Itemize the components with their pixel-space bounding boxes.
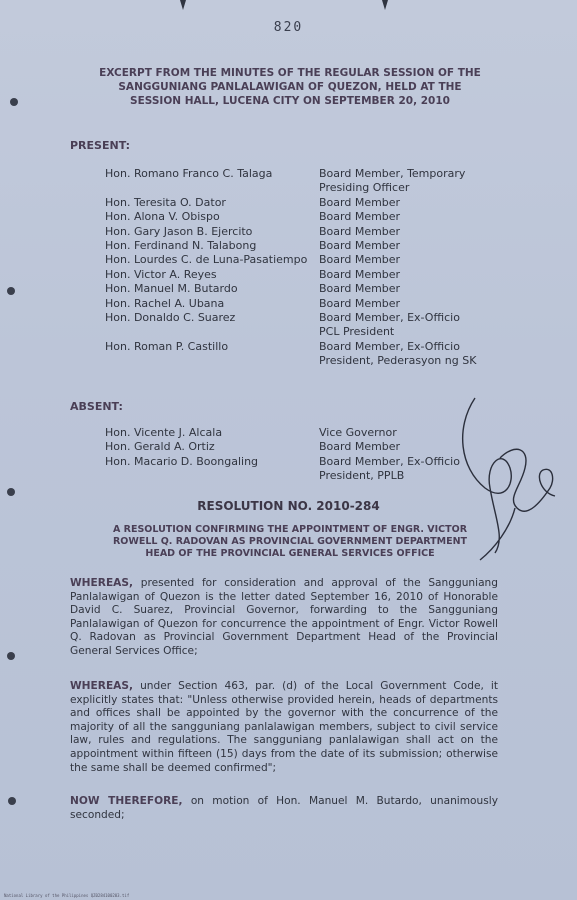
header-line: SESSION HALL, LUCENA CITY ON SEPTEMBER 20, 2010 (130, 95, 450, 107)
member-name: Hon. Victor A. Reyes (105, 267, 217, 281)
paragraph-lead: NOW THEREFORE, (70, 795, 183, 807)
member-name: Hon. Teresita O. Dator (105, 195, 226, 209)
punch-hole (7, 287, 15, 295)
member-name: Hon. Lourdes C. de Luna-Pasatiempo (105, 253, 308, 267)
paragraph-text: presented for consideration and approval of the Sangguniang Panlalawigan of Quezon is the letter dated September 16, 2010 of Honorable David C. Suarez, Provincial Governor, forwarding to the Sangguniang Panlalawigan of Quezon for concurrence the appointment of Engr. Victor Rowell Q. Radovan as Provincial Government Department Head of the Provincial General Services Office; (70, 577, 498, 657)
document-header (60, 66, 520, 108)
member-position: Board Member (319, 296, 401, 310)
page-number: 820 (273, 20, 304, 35)
member-position: President, PPLB (319, 469, 405, 483)
member-name: Hon. Rachel A. Ubana (105, 296, 225, 310)
member-name: Hon. Ferdinand N. Talabong (105, 239, 257, 252)
member-name: Hon. Roman P. Castillo (105, 339, 229, 353)
resolution-title (80, 524, 500, 560)
scan-footer: National Library of the Philippines QZ0284100203.tif (4, 893, 130, 898)
member-position: Board Member, Ex-Officio (319, 454, 460, 468)
resolution-title-line: ROWELL Q. RADOVAN AS PROVINCIAL GOVERNMENT DEPARTMENT (112, 536, 468, 547)
member-position: Board Member (319, 195, 401, 209)
member-name: Hon. Manuel M. Butardo (105, 282, 238, 296)
member-name: Hon. Macario D. Boongaling (105, 454, 259, 468)
paragraph-lead: WHEREAS, (70, 680, 134, 692)
whereas-paragraph-2 (70, 680, 498, 775)
member-position: PCL President (319, 325, 395, 339)
member-name: Hon. Alona V. Obispo (105, 210, 220, 224)
member-position: Board Member (319, 440, 401, 454)
member-position: Board Member (319, 282, 401, 296)
member-position: Board Member, Ex-Officio (319, 339, 460, 353)
present-label: PRESENT: (70, 139, 130, 152)
absent-label: ABSENT: (70, 400, 123, 413)
member-name: Hon. Vicente J. Alcala (105, 426, 223, 439)
paragraph-lead: WHEREAS, (70, 577, 134, 589)
whereas-paragraph-1 (70, 577, 498, 659)
resolution-number: RESOLUTION NO. 2010-284 (197, 499, 380, 513)
member-position: Board Member (319, 239, 401, 252)
punch-hole (10, 98, 18, 106)
member-position: Board Member (319, 210, 401, 224)
paragraph-text: on motion of Hon. Manuel M. Butardo, unanimously seconded; (70, 795, 498, 821)
member-position: Vice Governor (319, 426, 397, 439)
header-line: SANGGUNIANG PANLALAWIGAN OF QUEZON, HELD AT THE (118, 81, 462, 93)
member-position: Board Member (319, 267, 401, 281)
member-name: Hon. Romano Franco C. Talaga (105, 167, 273, 180)
staple-mark-right (382, 0, 388, 10)
member-name: Hon. Gerald A. Ortiz (105, 440, 215, 454)
punch-hole (8, 797, 16, 805)
member-name: Hon. Gary Jason B. Ejercito (105, 224, 253, 238)
punch-hole (7, 652, 15, 660)
punch-hole (7, 488, 15, 496)
now-therefore-paragraph (70, 795, 498, 822)
member-position: Board Member, Ex-Officio (319, 311, 460, 324)
header-line: EXCERPT FROM THE MINUTES OF THE REGULAR SESSION OF THE (99, 67, 481, 79)
resolution-title-line: A RESOLUTION CONFIRMING THE APPOINTMENT OF ENGR. VICTOR (112, 524, 468, 535)
resolution-title-line: HEAD OF THE PROVINCIAL GENERAL SERVICES OFFICE (145, 548, 435, 559)
member-name: Hon. Donaldo C. Suarez (105, 311, 236, 324)
staple-mark-left (180, 0, 186, 10)
member-position: President, Pederasyon ng SK (319, 354, 477, 368)
paragraph-text: under Section 463, par. (d) of the Local Government Code, it explicitly states that: "Unless otherwise provided herein, heads of departments and offices shall be appointed by the governor with the concurrence of the majority of all the sangguniang panlalawigan members, subject to civil service law, rules and regulations. The sangguniang panlalawigan shall act on the appointment within fifteen (15) days from the date of its submission; otherwise the same shall be deemed confirmed"; (70, 680, 498, 774)
member-position: Board Member (319, 253, 401, 267)
member-position: Board Member, Temporary (319, 167, 466, 180)
member-position: Presiding Officer (319, 181, 410, 195)
member-position: Board Member (319, 224, 401, 238)
